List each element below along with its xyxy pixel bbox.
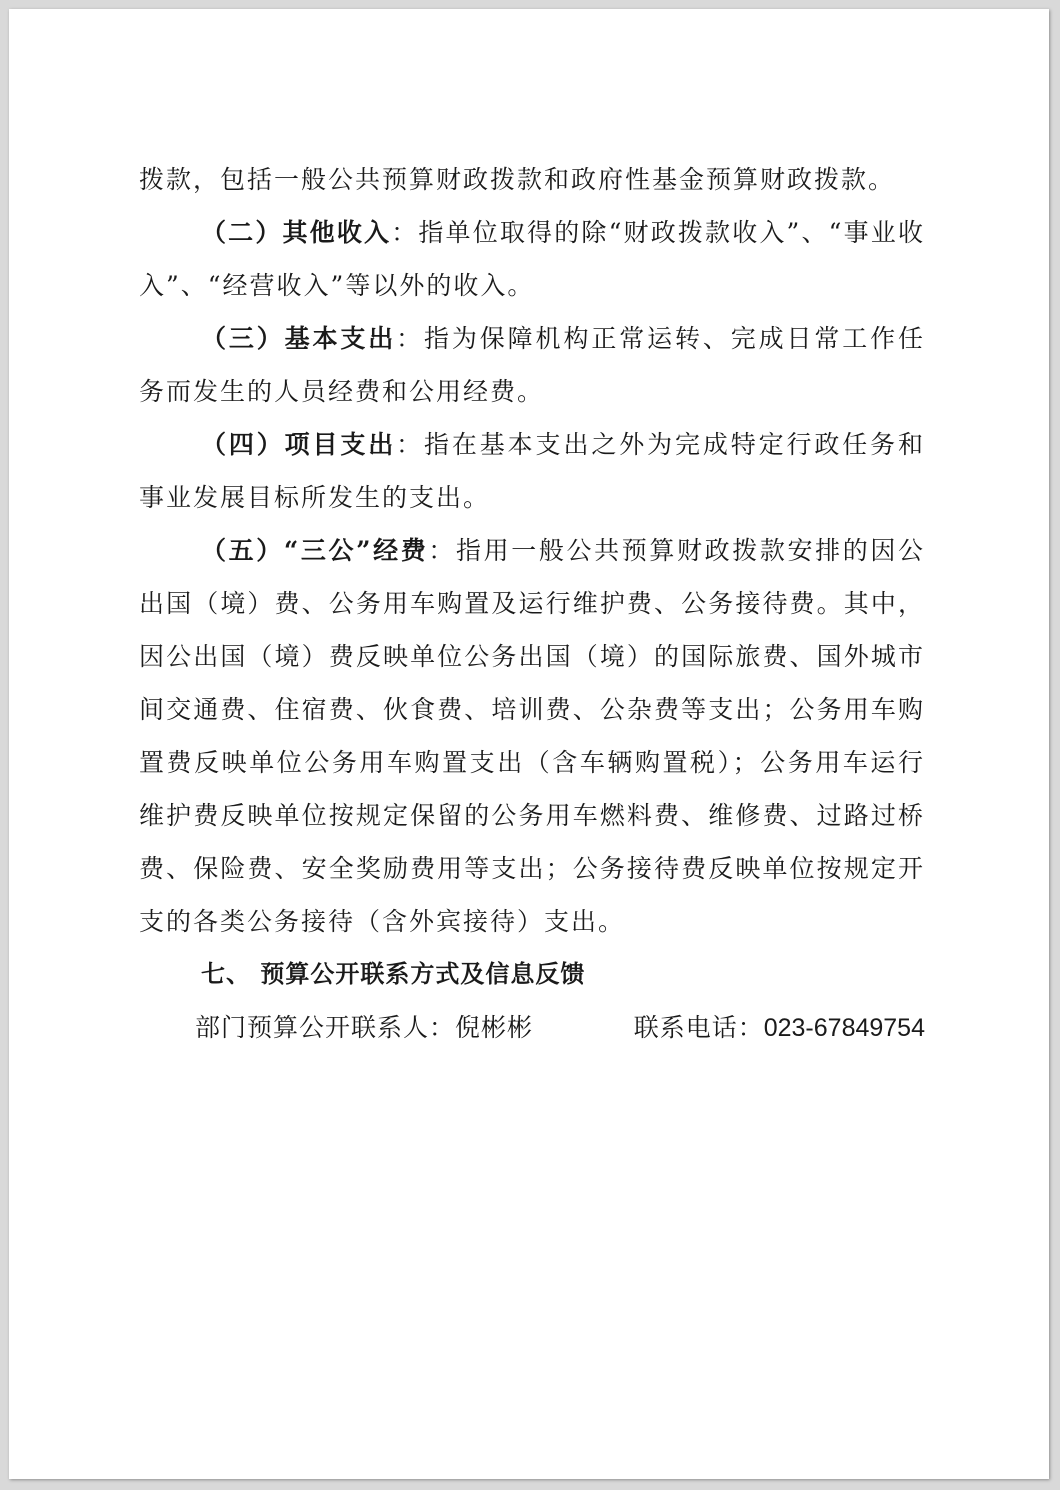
definition-separator: ： [428, 536, 456, 565]
definition-text: 指用一般公共预算财政拨款安排的因公出国（境）费、公务用车购置及运行维护费、公务接待费。其中，因公出国（境）费反映单位公务出国（境）的国际旅费、国外城市间交通费、住宿费、伙食费、培训费、公杂费等支出；公务用车购置费反映单位公务用车购置支出（含车辆购置税）；公务用车运行维护费反映单位按规定保留的公务用车燃料费、维修费、过路过桥费、保险费、安全奖励费用等支出；公务接待费反映单位按规定开支的各类公务接待（含外宾接待）支出。 [139, 536, 925, 936]
definition-text: 指为保障机构正常运转、完成日常工作任务而发生的人员经费和公用经费。 [139, 324, 925, 406]
definition-term: （三）基本支出 [201, 324, 397, 353]
definition-text: 指单位取得的除“财政拨款收入”、“事业收入”、“经营收入”等以外的收入。 [139, 218, 925, 300]
continuation-paragraph: 拨款，包括一般公共预算财政拨款和政府性基金预算财政拨款。 [139, 165, 896, 194]
definition-term: （二）其他收入 [201, 218, 392, 247]
definition-other-income [139, 206, 925, 312]
contact-phone-label: 联系电话： [633, 1013, 764, 1042]
contact-line [139, 1001, 925, 1055]
definition-term: （四）项目支出 [201, 430, 397, 459]
document-body [139, 153, 925, 1055]
definition-basic-expenditure [139, 312, 925, 418]
definition-separator: ： [396, 324, 425, 353]
document-page [9, 9, 1049, 1479]
contact-phone-number: 023-67849754 [763, 1014, 925, 1042]
definition-separator: ： [396, 430, 425, 459]
definition-separator: ： [391, 218, 419, 247]
definition-project-expenditure [139, 418, 925, 524]
contact-person [195, 1001, 533, 1055]
definition-text: 指在基本支出之外为完成特定行政任务和事业发展目标所发生的支出。 [139, 430, 925, 512]
contact-person-name: 倪彬彬 [455, 1013, 534, 1042]
contact-person-label: 部门预算公开联系人： [195, 1013, 456, 1042]
definition-term: （五）“三公”经费 [201, 536, 429, 565]
contact-phone [634, 1001, 925, 1055]
section-heading: 七、 预算公开联系方式及信息反馈 [201, 960, 586, 988]
definition-three-public-expenses [139, 524, 925, 948]
